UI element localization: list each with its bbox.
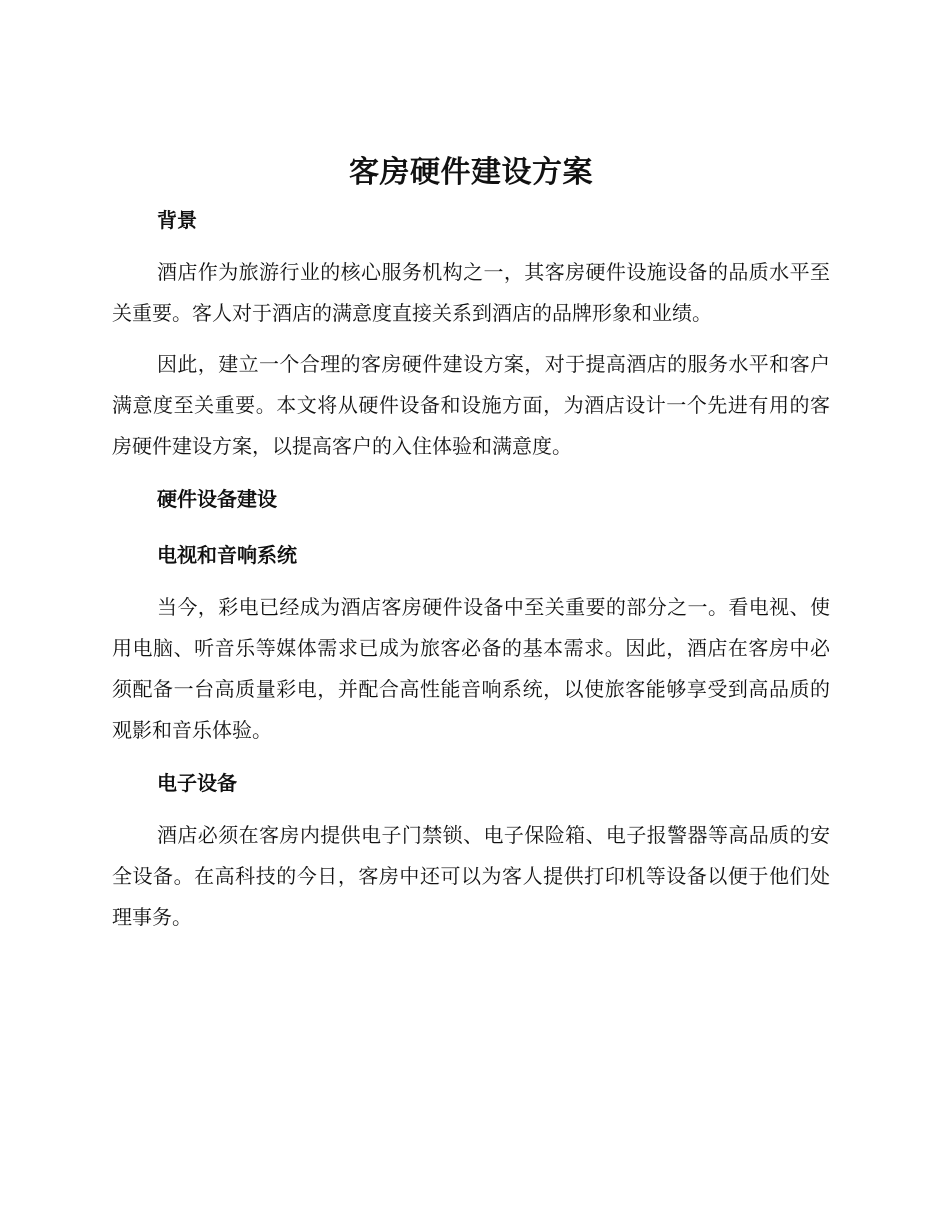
background-paragraph-1: 酒店作为旅游行业的核心服务机构之一，其客房硬件设施设备的品质水平至关重要。客人对于酒店的满意度直接关系到酒店的品牌形象和业绩。	[112, 260, 830, 325]
spacer	[112, 751, 830, 759]
spacer	[112, 467, 830, 475]
background-paragraph-2: 因此，建立一个合理的客房硬件建设方案，对于提高酒店的服务水平和客户满意度至关重要。本文将从硬件设备和设施方面，为酒店设计一个先进有用的客房硬件建设方案，以提高客户的入住体验和满意度。	[112, 352, 830, 458]
spacer	[112, 523, 830, 531]
section-heading-electronics: 电子设备	[157, 771, 237, 795]
section-heading-background: 背景	[157, 208, 197, 232]
section-heading-hardware: 硬件设备建设	[157, 487, 277, 511]
section-heading-tv-audio: 电视和音响系统	[157, 543, 297, 567]
tv-audio-paragraph: 当今，彩电已经成为酒店客房硬件设备中至关重要的部分之一。看电视、使用电脑、听音乐等媒体需求已成为旅客必备的基本需求。因此，酒店在客房中必须配备一台高质量彩电，并配合高性能音响系统，以使旅客能够享受到高品质的观影和音乐体验。	[112, 595, 830, 742]
spacer	[112, 579, 830, 587]
document-content	[112, 150, 830, 938]
spacer	[112, 807, 830, 815]
page-title: 客房硬件建设方案	[349, 155, 593, 190]
electronics-paragraph: 酒店必须在客房内提供电子门禁锁、电子保险箱、电子报警器等高品质的安全设备。在高科技的今日，客房中还可以为客人提供打印机等设备以便于他们处理事务。	[112, 823, 830, 929]
spacer	[112, 334, 830, 344]
spacer	[112, 244, 830, 252]
